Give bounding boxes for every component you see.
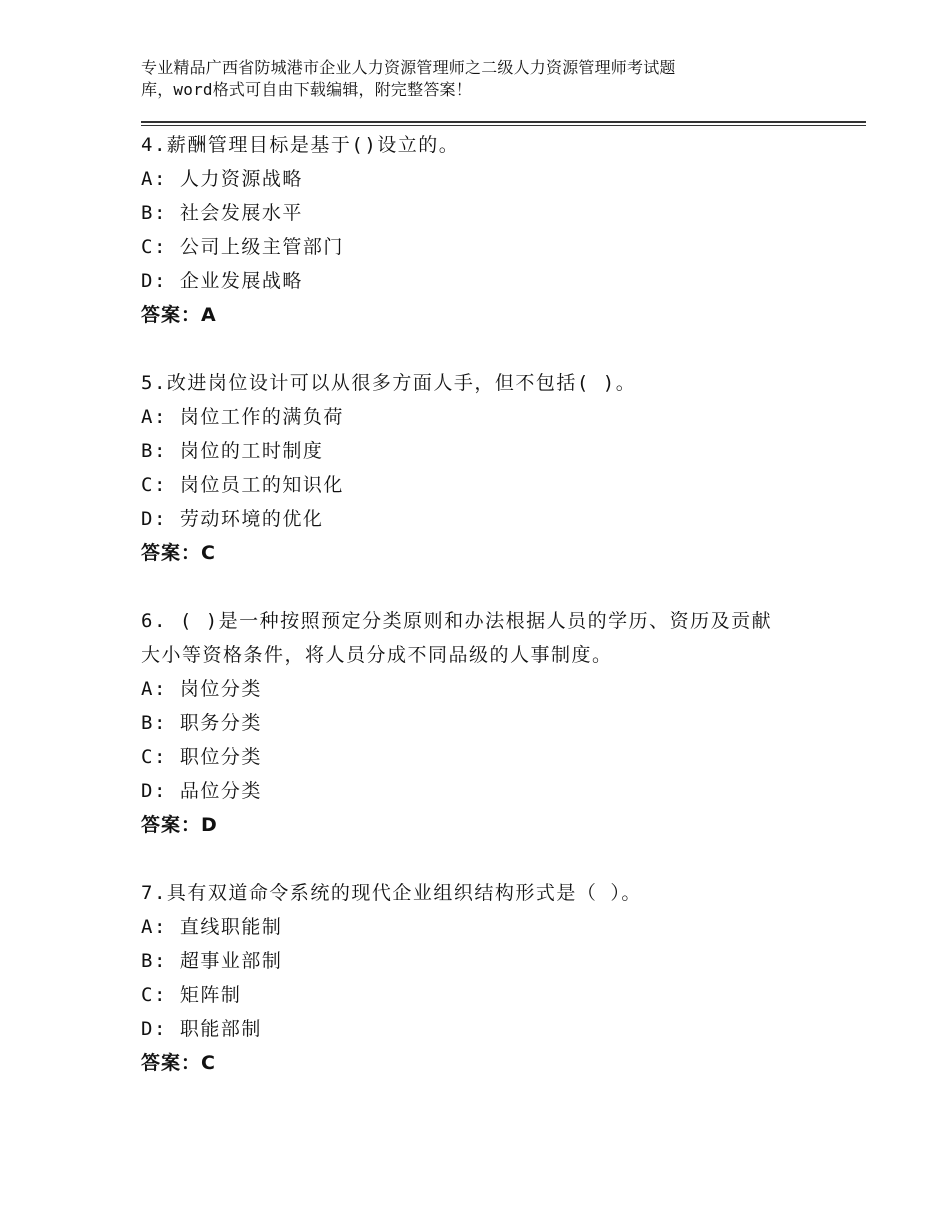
option-c: C: 职位分类 bbox=[141, 746, 262, 768]
option-d: D: 职能部制 bbox=[141, 1018, 262, 1040]
option-c: C: 岗位员工的知识化 bbox=[141, 474, 344, 496]
question-7 bbox=[141, 876, 841, 1080]
option-a: A: 人力资源战略 bbox=[141, 168, 303, 190]
option-a: A: 岗位分类 bbox=[141, 678, 262, 700]
question-stem: 7.具有双道命令系统的现代企业组织结构形式是（ ）。 bbox=[141, 882, 642, 904]
option-b: B: 职务分类 bbox=[141, 712, 262, 734]
question-5 bbox=[141, 366, 841, 570]
option-b: B: 超事业部制 bbox=[141, 950, 283, 972]
option-d: D: 劳动环境的优化 bbox=[141, 508, 324, 530]
question-4 bbox=[141, 128, 841, 332]
option-a: A: 岗位工作的满负荷 bbox=[141, 406, 344, 428]
question-stem-line-1: 6. ( )是一种按照预定分类原则和办法根据人员的学历、资历及贡献 bbox=[141, 610, 773, 632]
header-line-1: 专业精品广西省防城港市企业人力资源管理师之二级人力资源管理师考试题 bbox=[141, 58, 676, 77]
answer-label: 答案：C bbox=[141, 542, 216, 564]
question-stem: 5.改进岗位设计可以从很多方面人手，但不包括( )。 bbox=[141, 372, 637, 394]
question-list bbox=[141, 128, 841, 1114]
header-divider-thick bbox=[141, 121, 866, 123]
document-header bbox=[141, 57, 781, 101]
option-d: D: 品位分类 bbox=[141, 780, 262, 802]
answer-label: 答案：C bbox=[141, 1052, 216, 1074]
header-divider-thin bbox=[141, 125, 866, 126]
header-line-2: 库，word格式可自由下载编辑，附完整答案！ bbox=[141, 80, 472, 99]
answer-label: 答案：D bbox=[141, 814, 218, 836]
option-a: A: 直线职能制 bbox=[141, 916, 283, 938]
question-stem: 4.薪酬管理目标是基于()设立的。 bbox=[141, 134, 460, 156]
question-stem-line-2: 大小等资格条件，将人员分成不同品级的人事制度。 bbox=[141, 644, 613, 666]
option-c: C: 公司上级主管部门 bbox=[141, 236, 344, 258]
question-6 bbox=[141, 604, 841, 842]
option-b: B: 岗位的工时制度 bbox=[141, 440, 324, 462]
option-d: D: 企业发展战略 bbox=[141, 270, 303, 292]
option-b: B: 社会发展水平 bbox=[141, 202, 303, 224]
answer-label: 答案：A bbox=[141, 304, 217, 326]
option-c: C: 矩阵制 bbox=[141, 984, 242, 1006]
